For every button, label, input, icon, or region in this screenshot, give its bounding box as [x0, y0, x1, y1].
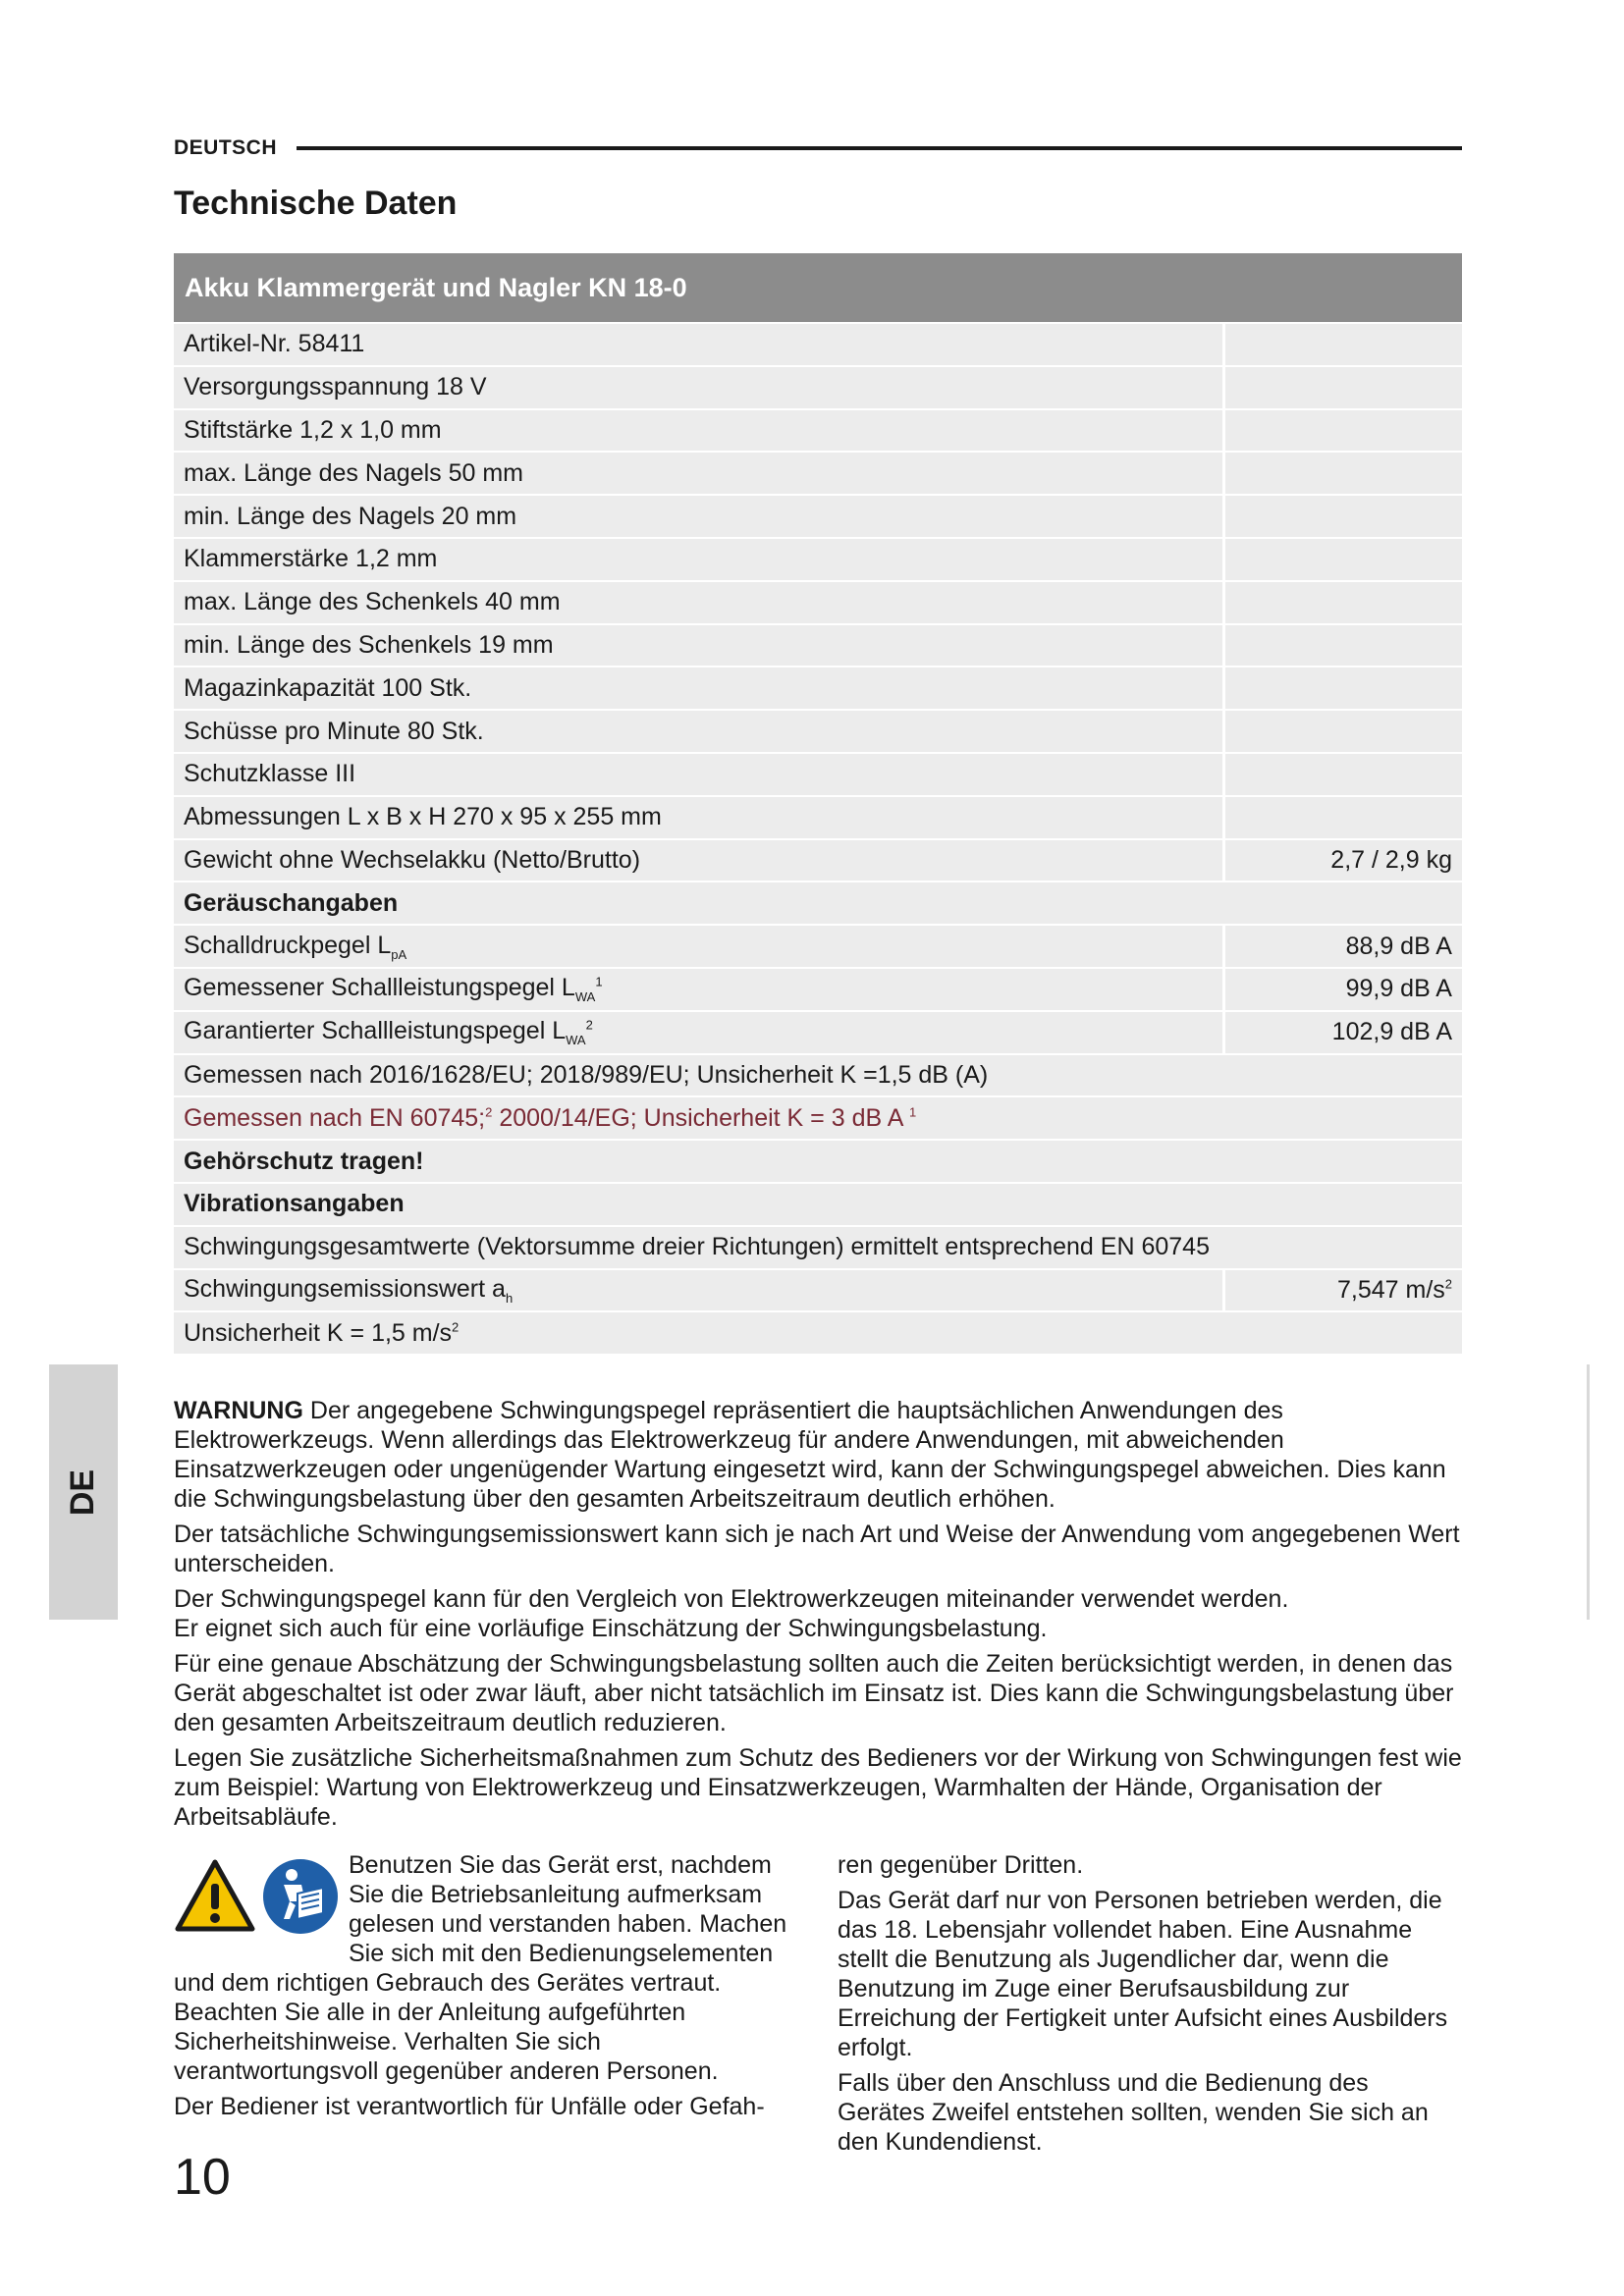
table-row: [174, 796, 1462, 839]
table-row: [174, 366, 1462, 409]
table-section-row: [174, 881, 1462, 925]
page-number: 10: [174, 2149, 231, 2206]
measured-eu-note: Gemessen nach 2016/1628/EU; 2018/989/EU; Unsicherheit K =1,5 dB (A): [174, 1054, 1462, 1097]
uncertainty-note: Unsicherheit K = 1,5 $m/s^2$: [174, 1311, 1462, 1354]
table-section-row: [174, 1183, 1462, 1226]
weight-value: 2,7 / 2,9 kg: [1223, 839, 1462, 882]
spec-value: [1223, 452, 1462, 495]
vibration-emission-value: 7,547 $m/s^2$: [1223, 1269, 1462, 1312]
warning-paragraph: Legen Sie zusätzliche Sicherheitsmaßnahmen zum Schutz des Bedieners vor der Wirkung von Schwingungen fest wie zum Beispiel: Wartung von Elektrowerkzeug und Einsatzwerkzeugen, Warmhalten der Hände, Organisation der Arbeitsabläufe.: [174, 1744, 1462, 1831]
warning-paragraph: Der Schwingungspegel kann für den Vergleich von Elektrowerkzeugen miteinander verwendet werden.: [174, 1585, 1289, 1613]
read-manual-icon: [262, 1858, 339, 1942]
table-row: [174, 624, 1462, 667]
spec-value: [1223, 323, 1462, 366]
table-row: [174, 495, 1462, 538]
table-row: [174, 925, 1462, 968]
spec-label: min. Länge des Nagels 20 mm: [174, 495, 1223, 538]
spec-value: [1223, 796, 1462, 839]
spec-label: Artikel-Nr. 58411: [174, 323, 1223, 366]
spec-label: Stiftstärke 1,2 x 1,0 mm: [174, 409, 1223, 453]
table-row: [174, 1140, 1462, 1183]
sound-power-measured-value: 99,9 dB A: [1223, 968, 1462, 1011]
table-row: [174, 667, 1462, 710]
header-rule: [297, 146, 1462, 150]
warning-paragraph: Er eignet sich auch für eine vorläufige Einschätzung der Schwingungsbelastung.: [174, 1615, 1048, 1642]
table-row: [174, 1226, 1462, 1269]
warning-paragraph: WARNUNG Der angegebene Schwingungspegel repräsentiert die hauptsächlichen Anwendungen des Elektrowerkzeugs. Wenn allerdings das Elektrowerkzeug für andere Anwendungen, mit abweichenden Einsatzwerkzeugen oder ungenügender Wartung eingesetzt wird, kann der Schwingungspegel abweichen. Dies kann die Schwingungsbelastung über den gesamten Arbeitszeitraum deutlich erhöhen.: [174, 1397, 1446, 1513]
spec-label: Schüsse pro Minute 80 Stk.: [174, 710, 1223, 753]
warning-triangle-icon: [174, 1858, 256, 1942]
noise-heading: Geräuschangaben: [174, 881, 1462, 925]
page-header: [174, 132, 1462, 165]
spec-label: Magazinkapazität 100 Stk.: [174, 667, 1223, 710]
table-row: [174, 710, 1462, 753]
spec-label: Schutzklasse III: [174, 753, 1223, 796]
table-row: [174, 839, 1462, 882]
table-row: [174, 1311, 1462, 1354]
spec-value: [1223, 538, 1462, 581]
spec-value: [1223, 495, 1462, 538]
table-row: [174, 409, 1462, 453]
spec-table: [174, 253, 1462, 1354]
warning-block: [174, 1396, 1470, 1838]
spec-value: [1223, 710, 1462, 753]
warning-paragraph: Der tatsächliche Schwingungsemissionswert kann sich je nach Art und Weise der Anwendung vom angegebenen Wert unterscheiden.: [174, 1521, 1460, 1577]
usage-paragraph: Falls über den Anschluss und die Bedienung des Gerätes Zweifel entstehen sollten, wenden Sie sich an den Kundendienst.: [838, 2069, 1429, 2156]
weight-label: Gewicht ohne Wechselakku (Netto/Brutto): [174, 839, 1223, 882]
usage-paragraph: ren gegenüber Dritten.: [838, 1851, 1084, 1879]
language-side-tab: [49, 1364, 118, 1620]
language-side-tab-label: DE: [64, 1468, 102, 1516]
table-row: [174, 1096, 1462, 1140]
table-row: [174, 1054, 1462, 1097]
table-header-row: [174, 253, 1462, 323]
table-row: [174, 753, 1462, 796]
safety-icons: [174, 1858, 339, 1942]
page-title: Technische Daten: [174, 185, 458, 222]
usage-paragraph: Das Gerät darf nur von Personen betrieben werden, die das 18. Lebensjahr vollendet haben. Eine Ausnahme stellt die Benutzung als Jugendlicher dar, wenn die Benutzung im Zuge einer Berufsausbildung zur Erreichung der Fertigkeit unter Aufsicht eines Ausbilders erfolgt.: [838, 1887, 1448, 2061]
table-row: [174, 1011, 1462, 1054]
table-row: [174, 1269, 1462, 1312]
hearing-protection-note: Gehörschutz tragen!: [174, 1140, 1462, 1183]
vibration-emission-label: Schwingungsemissionswert $a_h$: [174, 1269, 1223, 1312]
spec-label: max. Länge des Nagels 50 mm: [174, 452, 1223, 495]
spec-value: [1223, 667, 1462, 710]
usage-paragraph: Benutzen Sie das Gerät erst, nachdem Sie die Betriebsanleitung aufmerksam gelesen und verstanden haben. Machen Sie sich mit den Bedienungselementen und dem richtigen Gebrauch des Gerätes vertraut. Beachten Sie alle in der Anleitung aufgeführten Sicherheitshinweise. Verhalten Sie sich verantwortungsvoll gegenüber anderen Personen.: [174, 1851, 787, 2085]
sound-power-guaranteed-value: 102,9 dB A: [1223, 1011, 1462, 1054]
spec-label: min. Länge des Schenkels 19 mm: [174, 624, 1223, 667]
vibration-heading: Vibrationsangaben: [174, 1183, 1462, 1226]
table-row: [174, 968, 1462, 1011]
table-row: [174, 581, 1462, 624]
usage-paragraph: Der Bediener ist verantwortlich für Unfälle oder Gefah-: [174, 2093, 765, 2120]
left-column: [174, 1850, 800, 2127]
sound-power-guaranteed-label: Garantierter Schallleistungspegel $L_{WA}^2$: [174, 1011, 1223, 1054]
sound-power-measured-label: Gemessener Schallleistungspegel $L_{WA}^1$: [174, 968, 1223, 1011]
spec-value: [1223, 753, 1462, 796]
spec-value: [1223, 409, 1462, 453]
table-row: [174, 452, 1462, 495]
spec-label: Versorgungsspannung 18 V: [174, 366, 1223, 409]
right-column: [838, 1850, 1462, 2163]
warning-paragraph: Für eine genaue Abschätzung der Schwingungsbelastung sollten auch die Zeiten berücksichtigt werden, in denen das Gerät abgeschaltet ist oder zwar läuft, aber nicht tatsächlich im Einsatz ist. Dies kann die Schwingungsbelastung über den gesamten Arbeitszeitraum deutlich reduzieren.: [174, 1650, 1454, 1736]
sound-pressure-value: 88,9 dB A: [1223, 925, 1462, 968]
spec-value: [1223, 581, 1462, 624]
table-heading: Akku Klammergerät und Nagler KN 18-0: [174, 253, 1462, 323]
measured-en-note: Gemessen nach EN 60745;$^2$ 2000/14/EG; Unsicherheit K = 3 dB A $^1$: [174, 1096, 1462, 1140]
warning-keyword: WARNUNG: [174, 1397, 303, 1424]
spec-value: [1223, 366, 1462, 409]
spec-value: [1223, 624, 1462, 667]
language-label: DEUTSCH: [174, 136, 278, 159]
sound-pressure-label: Schalldruckpegel $L_{pA}$: [174, 925, 1223, 968]
spec-label: Abmessungen L x B x H 270 x 95 x 255 mm: [174, 796, 1223, 839]
table-row: [174, 323, 1462, 366]
margin-line: [1587, 1364, 1590, 1620]
vibration-total-note: Schwingungsgesamtwerte (Vektorsumme dreier Richtungen) ermittelt entsprechend EN 60745: [174, 1226, 1462, 1269]
spec-label: max. Länge des Schenkels 40 mm: [174, 581, 1223, 624]
spec-label: Klammerstärke 1,2 mm: [174, 538, 1223, 581]
table-row: [174, 538, 1462, 581]
